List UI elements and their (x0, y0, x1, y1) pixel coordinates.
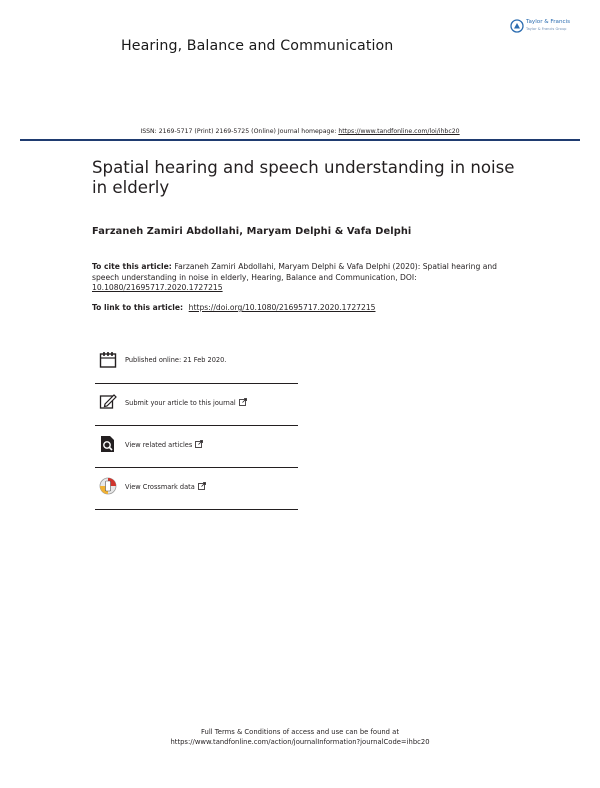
citation-doi-link[interactable]: 10.1080/21695717.2020.1727215 (92, 283, 223, 293)
header-divider (20, 139, 580, 141)
journal-title: Hearing, Balance and Communication (121, 38, 394, 54)
related-articles-label: View related articles (125, 441, 193, 449)
crossmark-icon (99, 477, 117, 495)
external-link-icon (198, 482, 206, 490)
info-row-crossmark[interactable] (95, 468, 298, 510)
logo-name: Taylor & Francis (526, 19, 571, 25)
info-row-submit[interactable] (95, 384, 298, 426)
crossmark-label: View Crossmark data (125, 483, 195, 491)
related-articles-icon (99, 435, 117, 453)
footer (0, 727, 600, 747)
article-link-line (92, 303, 375, 312)
taylor-francis-logo-icon (510, 19, 524, 33)
journal-homepage-link[interactable]: https://www.tandfonline.com/loi/ihbc20 (338, 128, 460, 135)
logo-subtitle: Taylor & Francis Group (526, 27, 567, 31)
article-title: Spatial hearing and speech understanding in noise in elderly (92, 158, 515, 197)
external-link-icon (195, 440, 203, 448)
crossmark-link[interactable] (125, 482, 206, 491)
footer-terms: Full Terms & Conditions of access and use can be found at (201, 728, 399, 736)
submit-article-label: Submit your article to this journal (125, 399, 236, 407)
footer-terms-url[interactable]: https://www.tandfonline.com/action/journalInformation?journalCode=ihbc20 (170, 738, 430, 746)
citation-label: To cite this article: (92, 262, 175, 271)
calendar-icon (99, 351, 117, 369)
link-label: To link to this article: (92, 303, 186, 312)
related-articles-link[interactable] (125, 440, 203, 449)
article-authors: Farzaneh Zamiri Abdollahi, Maryam Delphi & Vafa Delphi (92, 226, 412, 237)
publisher-logo[interactable] (510, 17, 585, 39)
submit-article-link[interactable] (125, 398, 247, 407)
citation-block (92, 262, 522, 294)
article-info-panel (95, 342, 298, 510)
info-row-related[interactable] (95, 426, 298, 468)
article-doi-link[interactable]: https://doi.org/10.1080/21695717.2020.1727215 (188, 303, 376, 312)
issn-text: ISSN: 2169-5717 (Print) 2169-5725 (Online) Journal homepage: (140, 128, 339, 135)
edit-icon (99, 393, 117, 411)
citation-text: Farzaneh Zamiri Abdollahi, Maryam Delphi & Vafa Delphi (2020): Spatial hearing and speech understanding in noise in elderly, Hearing, Balance and Communication, DOI: (92, 262, 497, 282)
info-row-published (95, 342, 298, 384)
external-link-icon (239, 398, 247, 406)
published-date: Published online: 21 Feb 2020. (125, 356, 227, 364)
issn-line (0, 128, 600, 135)
